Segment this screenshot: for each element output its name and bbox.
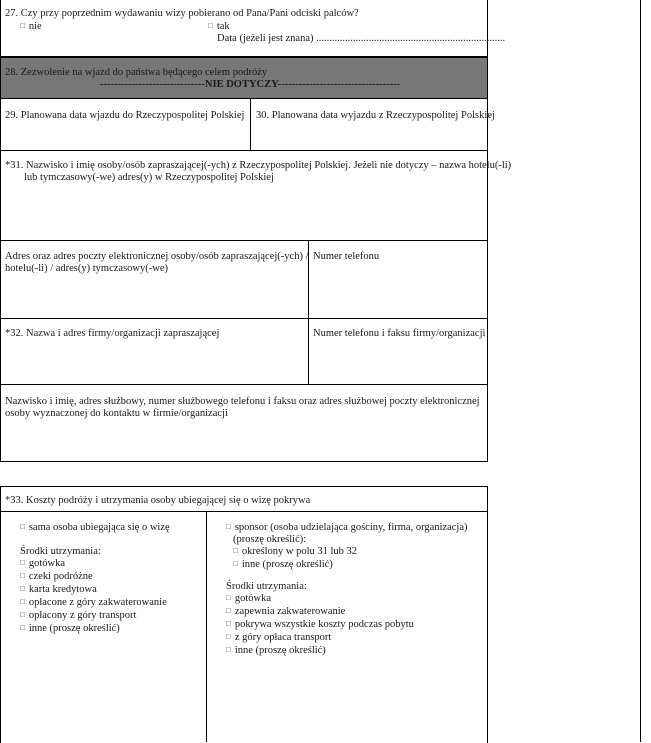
field-29-30-box [0, 98, 488, 151]
checkbox-icon[interactable]: □ [20, 522, 25, 531]
field-31-label-line1[interactable]: *31. Nazwisko i imię osoby/osób zapraszającej(-ych) z Rzeczypospolitej Polskiej. Jeżeli nie dotyczy – nazwa hotelu(-li) [5, 160, 512, 171]
field-27-question: 27. Czy przy poprzednim wydawaniu wizy pobierano od Pana/Pani odciski palców? [5, 8, 359, 19]
field-28-title: 28. Zezwolenie na wjazd do państwa będącego celem podróży [5, 67, 268, 78]
sponsor-means-item[interactable]: □ zapewnia zakwaterowanie [226, 606, 346, 617]
checkbox-icon[interactable]: □ [233, 546, 238, 555]
checkbox-icon[interactable]: □ [226, 632, 231, 641]
sponsor-means-list [226, 592, 414, 657]
checkbox-icon[interactable]: □ [226, 645, 231, 654]
field-29-30-divider [250, 98, 251, 151]
field-31-address-line2: hotelu(-li) / adres(y) tymczasowy(-we) [5, 263, 168, 274]
field-33-divider [206, 511, 207, 742]
checkbox-icon[interactable]: □ [20, 571, 25, 580]
field-30-label[interactable]: 30. Planowana data wyjazdu z Rzeczypospolitej Polskiej [256, 110, 495, 121]
checkbox-icon[interactable]: □ [20, 21, 25, 30]
field-32-phone-fax[interactable]: Numer telefonu i faksu firmy/organizacji [313, 328, 486, 339]
sponsor-means-item[interactable]: □ inne (proszę określić) [226, 645, 326, 656]
field-33-label: *33. Koszty podróży i utrzymania osoby ubiegającej się o wizę pokrywa [5, 495, 311, 506]
checkbox-icon[interactable]: □ [20, 558, 25, 567]
self-means-item[interactable]: □ karta kredytowa [20, 584, 97, 595]
field-31-label-line2: lub tymczasowy(-we) adres(y) w Rzeczypospolitej Polskiej [24, 172, 274, 183]
field-27-date[interactable]: Data (jeżeli jest znana) ........................................................................ [217, 33, 506, 44]
self-means-item[interactable]: □ opłacone z góry zakwaterowanie [20, 597, 167, 608]
checkbox-icon[interactable]: □ [20, 584, 25, 593]
sponsor-label-line1: sponsor (osoba udzielająca gościny, firma, organizacja) [234, 522, 468, 533]
sponsor-means-label: Środki utrzymania: [226, 581, 307, 592]
checkbox-icon[interactable]: □ [20, 623, 25, 632]
field-32-divider [308, 318, 309, 385]
page-right-edge-rule [640, 0, 641, 742]
checkbox-icon[interactable]: □ [226, 619, 231, 628]
field-32-contact-line2: osoby wyznaczonej do kontaktu w firmie/organizacji [5, 408, 228, 419]
checkbox-icon[interactable]: □ [208, 21, 213, 30]
field-27-option-no[interactable] [20, 20, 42, 33]
checkbox-icon[interactable]: □ [20, 610, 25, 619]
self-means-list [20, 557, 167, 635]
field-32-label[interactable]: *32. Nazwa i adres firmy/organizacji zapraszającej [5, 328, 220, 339]
field-31-phone[interactable]: Numer telefonu [313, 251, 380, 262]
self-means-item[interactable]: □ opłacony z góry transport [20, 610, 137, 621]
field-28-not-applicable: ------------------------------NIE DOTYCZY----------------------------------- [100, 79, 401, 90]
sponsor-label-line2: (proszę określić): [233, 534, 307, 545]
self-means-item[interactable]: □ inne (proszę określić) [20, 623, 120, 634]
option-no-label: nie [28, 21, 42, 32]
sponsor-sub-item[interactable]: □ określony w polu 31 lub 32 [233, 546, 358, 557]
checkbox-icon[interactable]: □ [233, 559, 238, 568]
field-32-contact-line1[interactable]: Nazwisko i imię, adres służbowy, numer służbowego telefonu i faksu oraz adres służbowej poczty elektronicznej [5, 396, 480, 407]
sponsor-means-item[interactable]: □ gotówka [226, 593, 272, 604]
self-payer-label: sama osoba ubiegająca się o wizę [28, 522, 170, 533]
sponsor-means-item[interactable]: □ pokrywa wszystkie koszty podczas pobytu [226, 619, 414, 630]
checkbox-icon[interactable]: □ [226, 522, 231, 531]
sponsor-means-item[interactable]: □ z góry opłaca transport [226, 632, 332, 643]
field-29-label[interactable]: 29. Planowana data wjazdu do Rzeczypospolitej Polskiej [5, 110, 245, 121]
self-means-item[interactable]: □ gotówka [20, 558, 66, 569]
field-31-address-line1[interactable]: Adres oraz adres poczty elektronicznej osoby/osób zapraszającej(-ych) / [5, 251, 309, 262]
sponsor-sub-list [233, 545, 357, 571]
self-means-item[interactable]: □ czeki podróżne [20, 571, 93, 582]
self-means-label: Środki utrzymania: [20, 546, 101, 557]
checkbox-icon[interactable]: □ [226, 606, 231, 615]
sponsor-sub-item[interactable]: □ inne (proszę określić) [233, 559, 333, 570]
checkbox-icon[interactable]: □ [226, 593, 231, 602]
self-payer-option[interactable] [20, 521, 170, 534]
option-yes-label: tak [216, 21, 230, 32]
checkbox-icon[interactable]: □ [20, 597, 25, 606]
